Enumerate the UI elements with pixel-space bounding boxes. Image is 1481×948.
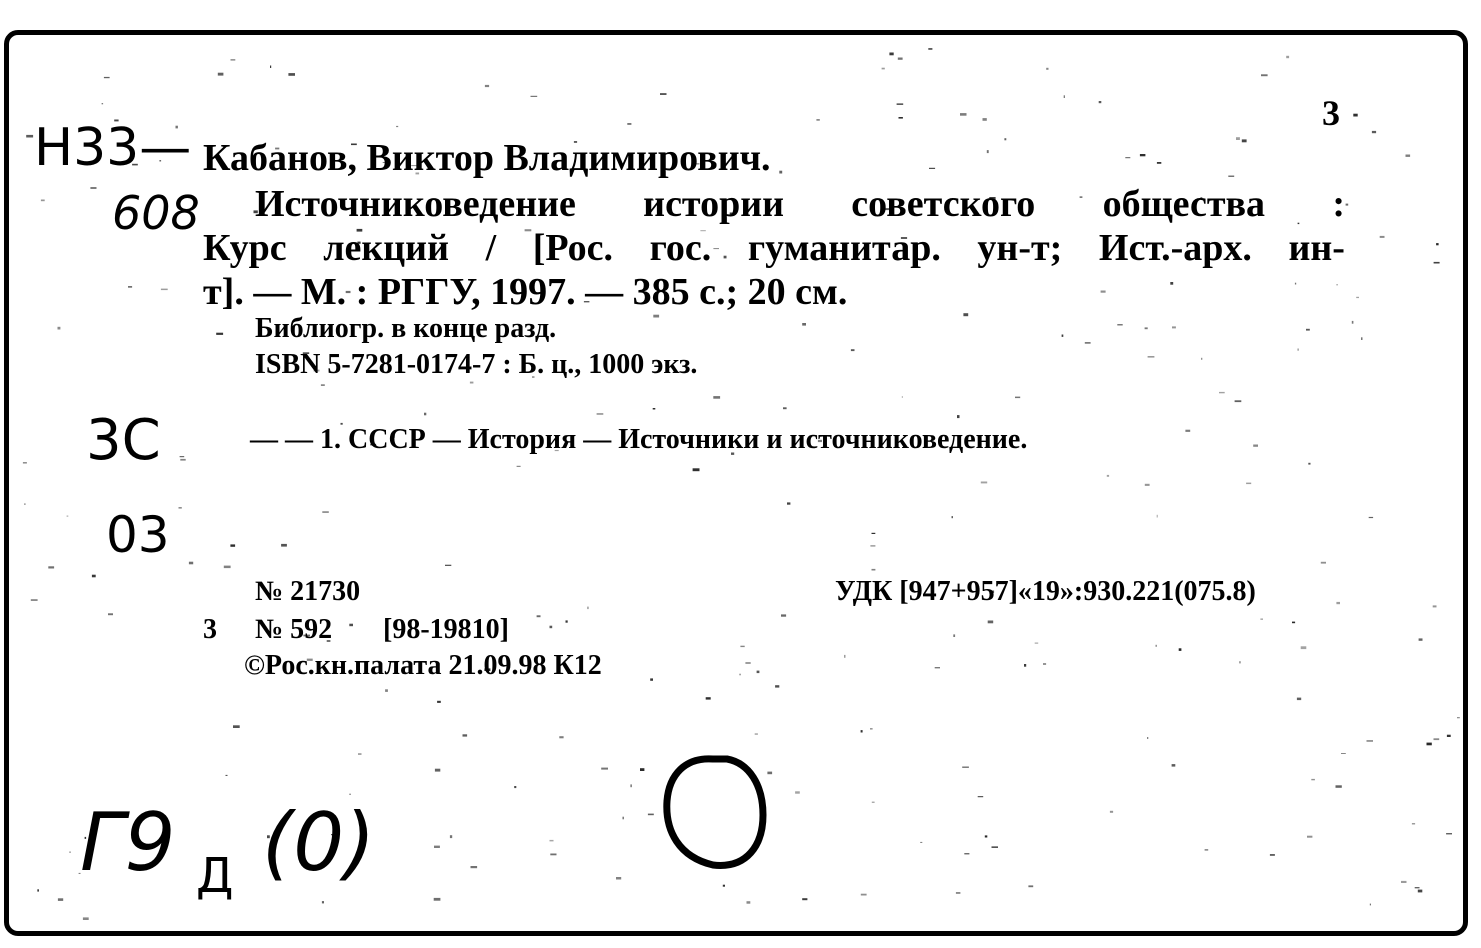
speckle — [623, 817, 624, 820]
speckle — [358, 753, 362, 755]
speckle — [1110, 811, 1113, 813]
speckle — [1242, 139, 1247, 142]
speckle — [102, 103, 104, 104]
speckle — [648, 814, 654, 816]
speckle — [434, 898, 441, 901]
speckle — [706, 697, 711, 699]
speckle — [882, 68, 885, 70]
speckle — [757, 671, 760, 674]
speckle — [1157, 162, 1161, 164]
speckle — [1145, 327, 1148, 329]
speckle — [288, 73, 295, 76]
speckle — [987, 150, 989, 153]
speckle — [1341, 753, 1346, 754]
speckle — [601, 768, 608, 770]
speckle — [58, 327, 61, 330]
speckle — [783, 407, 787, 409]
speckle — [1308, 463, 1310, 465]
handwritten-mark-03: 03 — [106, 506, 170, 564]
punched-hole-icon — [655, 745, 775, 885]
speckle — [1336, 284, 1337, 285]
speckle — [1311, 779, 1315, 780]
speckle — [1436, 243, 1439, 245]
speckle — [745, 662, 750, 664]
speckle — [660, 93, 667, 95]
speckle — [920, 842, 922, 843]
speckle — [747, 901, 751, 904]
speckle — [1297, 698, 1301, 701]
speckle — [1035, 643, 1039, 644]
speckle — [929, 168, 935, 169]
speckle — [1172, 326, 1176, 328]
speckle — [216, 333, 223, 335]
bottom-prefix-number: 3 — [203, 614, 217, 645]
speckle — [463, 734, 468, 736]
speckle — [872, 533, 876, 534]
title-word: Курс — [203, 227, 287, 269]
speckle — [1336, 602, 1340, 604]
speckle — [385, 689, 388, 692]
speckle — [1185, 430, 1190, 432]
speckle — [90, 187, 96, 189]
speckle — [978, 796, 984, 797]
speckle — [435, 769, 440, 772]
speckle — [1253, 445, 1258, 447]
speckle — [1172, 764, 1176, 767]
speckle — [1352, 321, 1354, 324]
title-word: Ист.-арх. — [1098, 227, 1252, 269]
speckle — [514, 786, 516, 788]
title-word: лекций — [323, 227, 449, 269]
speckle — [1307, 836, 1312, 838]
speckle — [775, 685, 779, 687]
speckle — [224, 566, 231, 569]
title-word: истории — [643, 183, 785, 225]
speckle — [1117, 324, 1122, 325]
speckle — [230, 544, 235, 546]
speckle — [1292, 622, 1295, 624]
title-line-2 — [203, 226, 1345, 270]
author-heading: Кабанов, Виктор Владимирович. — [203, 137, 771, 179]
speckle — [962, 767, 969, 768]
speckle — [740, 674, 741, 676]
speckle — [898, 58, 903, 60]
speckle — [231, 59, 236, 60]
speckle — [1064, 95, 1065, 98]
speckle — [108, 613, 113, 615]
speckle — [1148, 356, 1155, 358]
speckle — [795, 791, 800, 793]
speckle — [983, 118, 987, 121]
speckle — [1372, 131, 1376, 133]
speckle — [740, 646, 744, 647]
title-word: ун-т; — [977, 227, 1063, 269]
speckle — [69, 851, 71, 853]
speckle — [1028, 885, 1033, 887]
speckle — [437, 701, 441, 703]
speckle — [802, 323, 806, 326]
title-word: ин- — [1288, 227, 1345, 269]
speckle — [396, 126, 398, 127]
speckle — [870, 545, 875, 546]
speckle — [550, 854, 556, 856]
speckle — [189, 562, 193, 565]
bracket-code: [98-19810] — [383, 614, 509, 645]
speckle — [1015, 397, 1020, 399]
speckle — [897, 103, 904, 105]
speckle — [37, 889, 39, 891]
speckle — [861, 730, 863, 732]
speckle — [1170, 282, 1173, 285]
speckle — [180, 456, 185, 457]
speckle — [1205, 849, 1209, 850]
speckle — [953, 634, 955, 637]
speckle — [1099, 101, 1102, 103]
copyright-line: ©Рос.кн.палата 21.09.98 К12 — [244, 650, 602, 681]
speckle — [233, 725, 240, 728]
title-word: Источниковедение — [255, 183, 576, 225]
speckle — [41, 200, 45, 202]
speckle — [1301, 646, 1307, 649]
title-word: общества — [1102, 183, 1266, 225]
speckle — [1356, 297, 1359, 298]
speckle — [485, 85, 489, 87]
speckle — [1295, 283, 1296, 285]
speckle — [1434, 738, 1440, 740]
speckle — [1369, 517, 1373, 518]
speckle — [1353, 114, 1357, 117]
speckle — [653, 408, 656, 410]
speckle — [48, 566, 54, 568]
second-number: № 592 — [255, 614, 333, 645]
speckle — [26, 135, 33, 138]
speckle — [92, 575, 96, 578]
speckle — [180, 459, 185, 461]
speckle — [1370, 904, 1371, 906]
title-word: : — [1332, 183, 1345, 225]
speckle — [1419, 638, 1423, 640]
speckle — [787, 502, 790, 504]
speckle — [1260, 619, 1263, 620]
page-number: 3 — [1322, 93, 1340, 133]
speckle — [597, 413, 604, 415]
speckle — [889, 53, 893, 56]
speckle — [957, 415, 960, 418]
speckle — [902, 396, 903, 397]
speckle — [781, 614, 786, 616]
speckle — [1361, 337, 1362, 340]
speckle — [1062, 335, 1064, 337]
speckle — [1298, 349, 1299, 351]
speckle — [1246, 483, 1251, 485]
speckle — [1235, 400, 1242, 402]
speckle — [802, 898, 807, 900]
speckle — [322, 901, 324, 903]
speckle — [1024, 664, 1026, 667]
speckle — [872, 802, 875, 803]
handwritten-bottom-left: Г9 — [80, 796, 176, 889]
speckle — [627, 123, 631, 125]
speckle — [964, 853, 969, 854]
speckle — [128, 286, 132, 287]
speckle — [1270, 854, 1275, 856]
speckle — [960, 113, 967, 116]
speckle — [1406, 155, 1411, 157]
speckle — [1415, 887, 1420, 888]
speckle — [861, 894, 867, 896]
speckle — [1145, 484, 1150, 486]
speckle — [550, 626, 553, 629]
title-word: [Рос. — [532, 227, 614, 269]
handwritten-mark-3c: 3С — [86, 408, 161, 473]
handwritten-bottom-sub: Д — [196, 848, 234, 904]
speckle — [1228, 176, 1234, 177]
speckle — [1346, 204, 1349, 206]
speckle — [816, 119, 819, 120]
speckle — [270, 66, 271, 69]
speckle — [1286, 56, 1289, 58]
speckle — [630, 784, 632, 787]
speckle — [531, 96, 538, 97]
speckle — [870, 728, 873, 730]
speckle — [935, 667, 940, 668]
speckle — [872, 569, 876, 571]
speckle — [1107, 475, 1109, 477]
speckle — [550, 840, 554, 842]
speckle — [1085, 342, 1091, 343]
speckle — [1156, 645, 1157, 647]
speckle — [321, 384, 325, 385]
speckle — [1434, 262, 1440, 264]
speckle — [713, 396, 720, 399]
speckle — [1157, 515, 1158, 518]
speckle — [928, 48, 932, 50]
speckle — [424, 413, 426, 416]
bibliography-note: Библиогр. в конце разд. — [255, 313, 557, 344]
speckle — [434, 846, 440, 848]
speckle — [517, 466, 521, 467]
speckle — [24, 503, 26, 505]
speckle — [1046, 68, 1048, 70]
speckle — [755, 733, 758, 734]
speckle — [1418, 890, 1423, 893]
speckle — [1427, 743, 1432, 746]
speckle — [981, 482, 987, 484]
handwritten-code-top: Н33— — [34, 118, 192, 178]
speckle — [1321, 562, 1326, 564]
speckle — [349, 624, 353, 627]
speckle — [31, 599, 38, 601]
speckle — [988, 621, 994, 624]
speckle — [1239, 661, 1241, 663]
speckle — [616, 877, 621, 880]
speckle — [779, 171, 782, 174]
speckle — [844, 655, 846, 658]
speckle — [179, 507, 182, 508]
speckle — [67, 516, 69, 517]
speckle — [1004, 138, 1006, 140]
imprint-line: т]. — М. : РГГУ, 1997. — 385 с.; 20 см. — [203, 271, 848, 313]
title-word: / — [485, 227, 497, 269]
speckle — [281, 544, 287, 547]
speckle — [1147, 737, 1148, 739]
speckle — [1236, 137, 1240, 140]
udc-classification: УДК [947+957]«19»:930.221(075.8) — [835, 576, 1256, 607]
speckle — [1140, 154, 1146, 156]
speckle — [693, 468, 700, 471]
speckle — [1336, 785, 1342, 788]
title-word: советского — [851, 183, 1036, 225]
speckle — [587, 607, 588, 610]
speckle — [1219, 392, 1225, 393]
speckle — [963, 313, 968, 316]
speckle — [1179, 648, 1182, 651]
title-line-1 — [255, 182, 1345, 226]
speckle — [899, 117, 903, 119]
isbn-line: ISBN 5-7281-0174-7 : Б. ц., 1000 экз. — [255, 349, 698, 380]
speckle — [445, 565, 451, 566]
speckle — [952, 516, 953, 518]
handwritten-bottom-paren: (0) — [262, 796, 376, 889]
speckle — [1306, 329, 1310, 331]
speckle — [1401, 881, 1407, 883]
speckle — [1261, 74, 1268, 76]
title-word: гос. — [649, 227, 712, 269]
speckle — [23, 462, 27, 463]
speckle — [723, 885, 725, 887]
speckle — [226, 775, 228, 776]
speckle — [1367, 740, 1374, 742]
speckle — [350, 794, 351, 795]
speckle — [1101, 291, 1106, 293]
speckle — [650, 678, 653, 680]
speckle — [450, 835, 452, 838]
speckle — [322, 512, 329, 513]
speckle — [1201, 358, 1202, 360]
speckle — [1380, 236, 1385, 238]
speckle — [1412, 823, 1415, 825]
speckle — [1433, 605, 1437, 607]
speckle — [851, 349, 855, 351]
subject-heading-line: — — 1. СССР — История — Источники и источниковедение. — [250, 424, 1028, 455]
speckle — [1457, 717, 1460, 718]
record-number: № 21730 — [255, 576, 361, 607]
title-word: гуманитар. — [747, 227, 941, 269]
speckle — [985, 835, 988, 837]
speckle — [559, 736, 563, 738]
speckle — [1125, 157, 1130, 158]
speckle — [83, 917, 89, 920]
speckle — [1043, 663, 1046, 664]
speckle — [218, 73, 224, 76]
speckle — [566, 620, 568, 622]
speckle — [640, 768, 644, 771]
speckle — [471, 866, 478, 868]
speckle — [1447, 735, 1451, 737]
speckle — [537, 615, 541, 617]
speckle — [104, 77, 110, 78]
speckle — [58, 898, 63, 901]
speckle — [956, 892, 961, 894]
speckle — [161, 289, 168, 291]
speckle — [1446, 833, 1452, 834]
speckle — [992, 846, 999, 848]
handwritten-code-sub: 608 — [112, 186, 200, 240]
speckle — [470, 382, 474, 384]
speckle — [653, 315, 659, 318]
